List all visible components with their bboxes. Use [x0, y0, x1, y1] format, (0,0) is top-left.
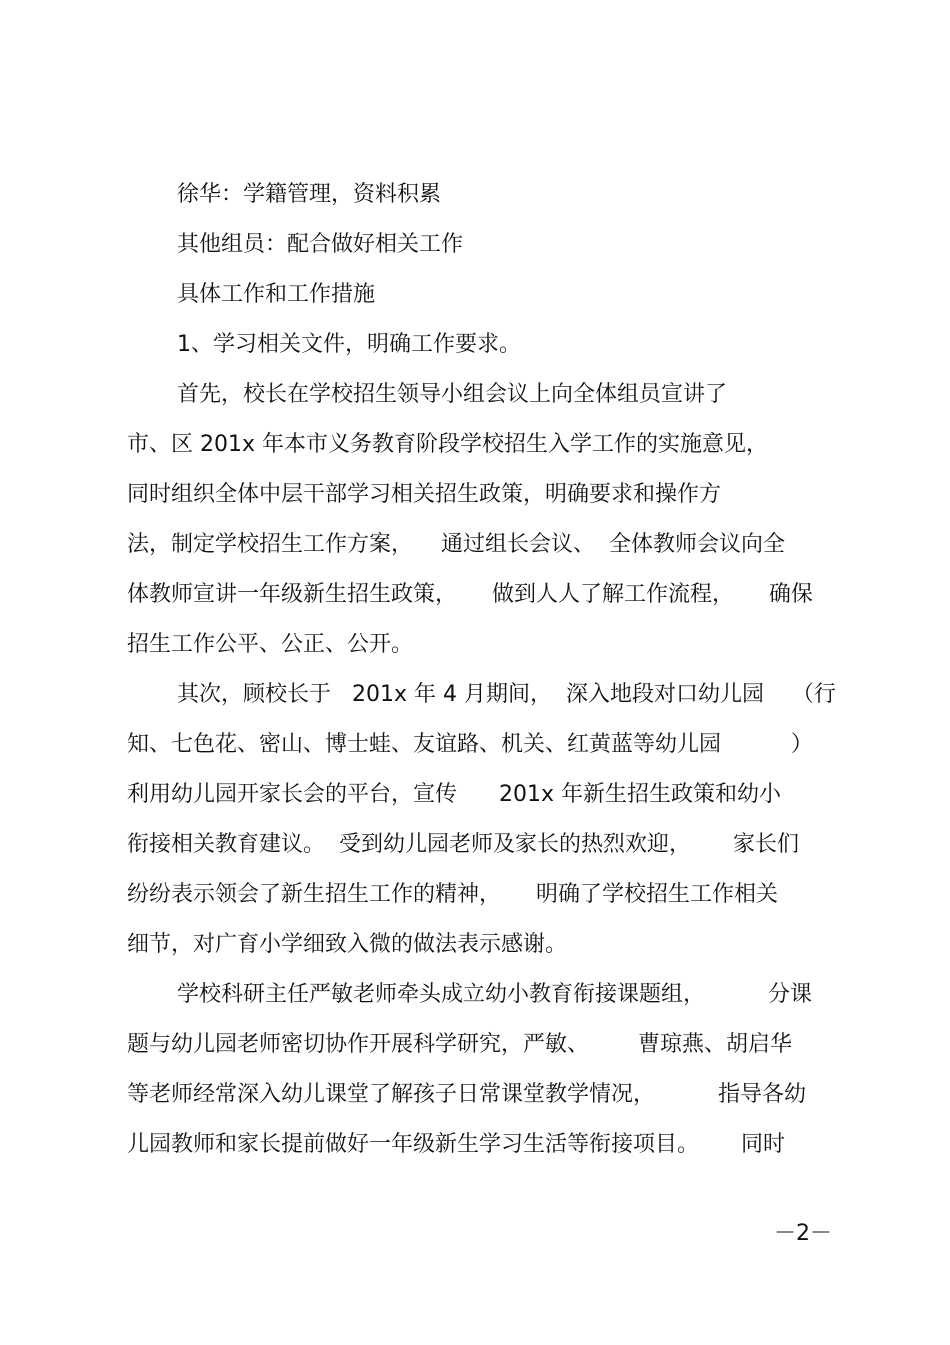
section-heading: 具体工作和工作措施	[177, 282, 376, 307]
paragraph-line: 纷纷表示领会了新生招生工作的精神， 明确了学校招生工作相关	[127, 882, 778, 907]
paragraph-line: 其次，顾校长于 201x 年 4 月期间， 深入地段对口幼儿园 （行	[177, 682, 836, 707]
paragraph-line: 题与幼儿园老师密切协作开展科学研究，严敏、 曹琼燕、胡启华	[127, 1032, 792, 1057]
text-line: 徐华：学籍管理，资料积累	[177, 182, 442, 207]
paragraph-line: 儿园教师和家长提前做好一年级新生学习生活等衔接项目。 同时	[127, 1132, 785, 1157]
text-line: 其他组员：配合做好相关工作	[177, 232, 464, 257]
paragraph-line: 知、七色花、密山、博士蛙、友谊路、机关、红黄蓝等幼儿园 ）	[127, 732, 813, 757]
list-item-heading: 1、学习相关文件，明确工作要求。	[177, 332, 521, 357]
page-number: －2－	[774, 1221, 832, 1246]
paragraph-line: 首先，校长在学校招生领导小组会议上向全体组员宣讲了	[177, 382, 728, 407]
paragraph-line: 市、区 201x 年本市义务教育阶段学校招生入学工作的实施意见，	[127, 432, 768, 457]
paragraph-line: 同时组织全体中层干部学习相关招生政策，明确要求和操作方	[127, 482, 722, 507]
paragraph-line: 衔接相关教育建议。 受到幼儿园老师及家长的热烈欢迎， 家长们	[127, 832, 799, 857]
paragraph-line: 利用幼儿园开家长会的平台，宣传 201x 年新生招生政策和幼小	[127, 782, 781, 807]
paragraph-line: 法，制定学校招生工作方案， 通过组长会议、 全体教师会议向全	[127, 532, 785, 557]
paragraph-line: 细节，对广育小学细致入微的做法表示感谢。	[127, 932, 568, 957]
paragraph-line: 等老师经常深入幼儿课堂了解孩子日常课堂教学情况， 指导各幼	[127, 1082, 806, 1107]
paragraph-line: 体教师宣讲一年级新生招生政策， 做到人人了解工作流程， 确保	[127, 582, 813, 607]
paragraph-line: 学校科研主任严敏老师牵头成立幼小教育衔接课题组， 分课	[177, 982, 812, 1007]
paragraph-line: 招生工作公平、公正、公开。	[127, 632, 414, 657]
